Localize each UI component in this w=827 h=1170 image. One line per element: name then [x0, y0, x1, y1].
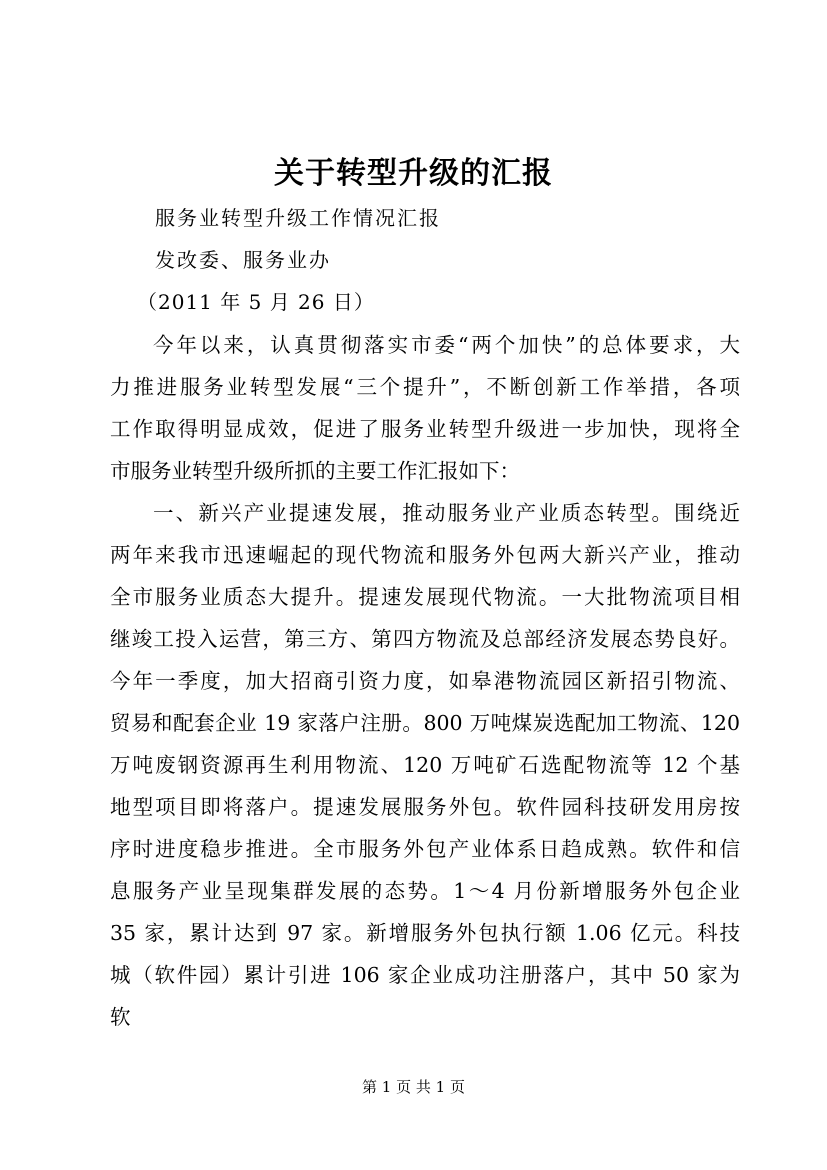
body-line: 今年一季度，加大招商引资力度，如皋港物流园区新招引物流、: [110, 669, 740, 693]
body-line: 今年以来，认真贯彻落实市委“两个加快”的总体要求，大: [153, 333, 740, 357]
body-line: 软: [110, 1005, 131, 1029]
body-line: 市服务业转型升级所抓的主要工作汇报如下：: [110, 459, 520, 483]
department-line: 发改委、服务业办: [155, 248, 331, 272]
body-line: 地型项目即将落户。提速发展服务外包。软件园科技研发用房按: [110, 795, 740, 819]
body-line: 工作取得明显成效，促进了服务业转型升级进一步加快，现将全: [110, 417, 740, 441]
document-title: 关于转型升级的汇报: [274, 156, 553, 191]
report-subtitle: 服务业转型升级工作情况汇报: [155, 206, 441, 230]
body-line: 万吨废钢资源再生利用物流、120 万吨矿石选配物流等 12 个基: [110, 753, 740, 777]
body-line: 继竣工投入运营，第三方、第四方物流及总部经济发展态势良好。: [110, 627, 740, 651]
body-line: 城（软件园）累计引进 106 家企业成功注册落户，其中 50 家为: [110, 963, 740, 987]
body-line: 两年来我市迅速崛起的现代物流和服务外包两大新兴产业，推动: [110, 543, 740, 567]
body-line: 力推进服务业转型发展“三个提升”，不断创新工作举措，各项: [110, 375, 740, 399]
body-text: [110, 324, 740, 1038]
body-line: 序时进度稳步推进。全市服务外包产业体系日趋成熟。软件和信: [110, 837, 740, 861]
body-line: 一、新兴产业提速发展，推动服务业产业质态转型。围绕近: [153, 501, 740, 525]
report-date: （2011 年 5 月 26 日）: [137, 290, 375, 314]
body-line: 息服务产业呈现集群发展的态势。1～4 月份新增服务外包企业: [110, 879, 740, 903]
page-number-footer: 第 1 页 共 1 页: [362, 1078, 465, 1096]
body-line: 全市服务业质态大提升。提速发展现代物流。一大批物流项目相: [110, 585, 740, 609]
body-line: 35 家，累计达到 97 家。新增服务外包执行额 1.06 亿元。科技: [110, 921, 740, 945]
body-line: 贸易和配套企业 19 家落户注册。800 万吨煤炭选配加工物流、120: [110, 711, 740, 735]
